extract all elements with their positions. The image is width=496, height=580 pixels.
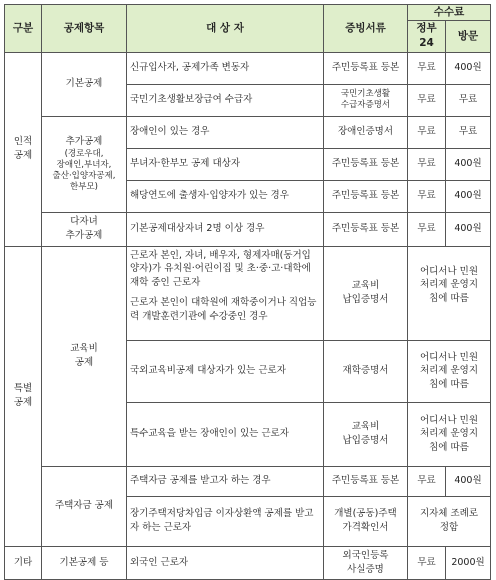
document-cell: 개별(공동)주택 가격확인서 xyxy=(324,496,408,546)
document-cell: 주민등록표 등본 xyxy=(324,212,408,246)
fee-online-cell: 무료 xyxy=(408,466,446,496)
fee-online-cell: 무료 xyxy=(408,212,446,246)
fee-visit-cell: 무료 xyxy=(446,116,491,148)
document-cell: 국민기초생활 수급자증명서 xyxy=(324,84,408,116)
fee-note-cell: 어디서나 민원 처리제 운영지 침에 따름 xyxy=(408,402,491,466)
target-cell: 부녀자·한부모 공제 대상자 xyxy=(127,148,324,180)
fee-online-cell: 무료 xyxy=(408,180,446,212)
target-cell: 장기주택저당차입금 이자상환액 공제를 받고자 하는 근로자 xyxy=(127,496,324,546)
header-target: 대 상 자 xyxy=(127,5,324,53)
target-cell: 신규입사자, 공제가족 변동자 xyxy=(127,52,324,84)
target-cell xyxy=(127,246,324,340)
deduction-documents-table xyxy=(4,4,491,580)
header-category: 구분 xyxy=(5,5,42,53)
item-additional-label: 추가공제 xyxy=(65,136,103,148)
fee-note-cell: 어디서나 민원 처리제 운영지 침에 따름 xyxy=(408,246,491,340)
target-cell: 해당연도에 출생자·입양자가 있는 경우 xyxy=(127,180,324,212)
fee-visit-cell: 무료 xyxy=(446,84,491,116)
document-cell: 주민등록표 등본 xyxy=(324,52,408,84)
document-cell: 외국인등록 사실증명 xyxy=(324,546,408,579)
fee-note-cell: 어디서나 민원 처리제 운영지 침에 따름 xyxy=(408,340,491,402)
item-basic: 기본공제 xyxy=(42,52,127,116)
item-multichild: 다자녀 추가공제 xyxy=(42,212,127,246)
fee-online-cell: 무료 xyxy=(408,116,446,148)
header-document: 증빙서류 xyxy=(324,5,408,53)
target-cell: 국민기초생활보장급여 수급자 xyxy=(127,84,324,116)
item-basic-etc: 기본공제 등 xyxy=(42,546,127,579)
target-cell: 특수교육을 받는 장애인이 있는 근로자 xyxy=(127,402,324,466)
fee-online-cell: 무료 xyxy=(408,52,446,84)
fee-online-cell: 무료 xyxy=(408,84,446,116)
target-cell: 외국인 근로자 xyxy=(127,546,324,579)
target-cell: 장애인이 있는 경우 xyxy=(127,116,324,148)
document-cell: 주민등록표 등본 xyxy=(324,466,408,496)
target-cell: 주택자금 공제를 받고자 하는 경우 xyxy=(127,466,324,496)
item-additional-note: (경로우대, 장애인,부녀자, 출산·입양자공제, 한부모) xyxy=(52,148,116,193)
fee-visit-cell: 2000원 xyxy=(446,546,491,579)
header-item: 공제항목 xyxy=(42,5,127,53)
target-cell: 국외교육비공제 대상자가 있는 근로자 xyxy=(127,340,324,402)
target-text: 근로자 본인, 자녀, 배우자, 형제자매(동거입양자)가 유치원·어린이집 및 초·중·고·대학에 재학 중인 근로자 xyxy=(130,249,311,289)
fee-visit-cell: 400원 xyxy=(446,466,491,496)
document-cell: 장애인증명서 xyxy=(324,116,408,148)
group-special: 특별 공제 xyxy=(5,246,42,546)
document-cell: 교육비 납입증명서 xyxy=(324,246,408,340)
document-cell: 교육비 납입증명서 xyxy=(324,402,408,466)
target-text: 근로자 본인이 대학원에 재학중이거나 직업능력 개발훈련기관에 수강중인 경우 xyxy=(130,296,317,322)
fee-visit-cell: 400원 xyxy=(446,212,491,246)
fee-online-cell: 무료 xyxy=(408,546,446,579)
group-personal: 인적 공제 xyxy=(5,52,42,246)
item-education: 교육비 공제 xyxy=(42,246,127,466)
fee-visit-cell: 400원 xyxy=(446,180,491,212)
header-fee-visit: 방문 xyxy=(446,21,491,52)
item-additional xyxy=(42,116,127,212)
document-cell: 재학증명서 xyxy=(324,340,408,402)
header-fee-online: 정부24 xyxy=(408,21,446,52)
fee-online-cell: 무료 xyxy=(408,148,446,180)
item-housing: 주택자금 공제 xyxy=(42,466,127,546)
document-cell: 주민등록표 등본 xyxy=(324,180,408,212)
fee-visit-cell: 400원 xyxy=(446,52,491,84)
target-cell: 기본공제대상자녀 2명 이상 경우 xyxy=(127,212,324,246)
document-cell: 주민등록표 등본 xyxy=(324,148,408,180)
header-fee: 수수료 xyxy=(408,5,491,21)
fee-visit-cell: 400원 xyxy=(446,148,491,180)
group-etc: 기타 xyxy=(5,546,42,579)
fee-note-cell: 지자체 조례로 정함 xyxy=(408,496,491,546)
